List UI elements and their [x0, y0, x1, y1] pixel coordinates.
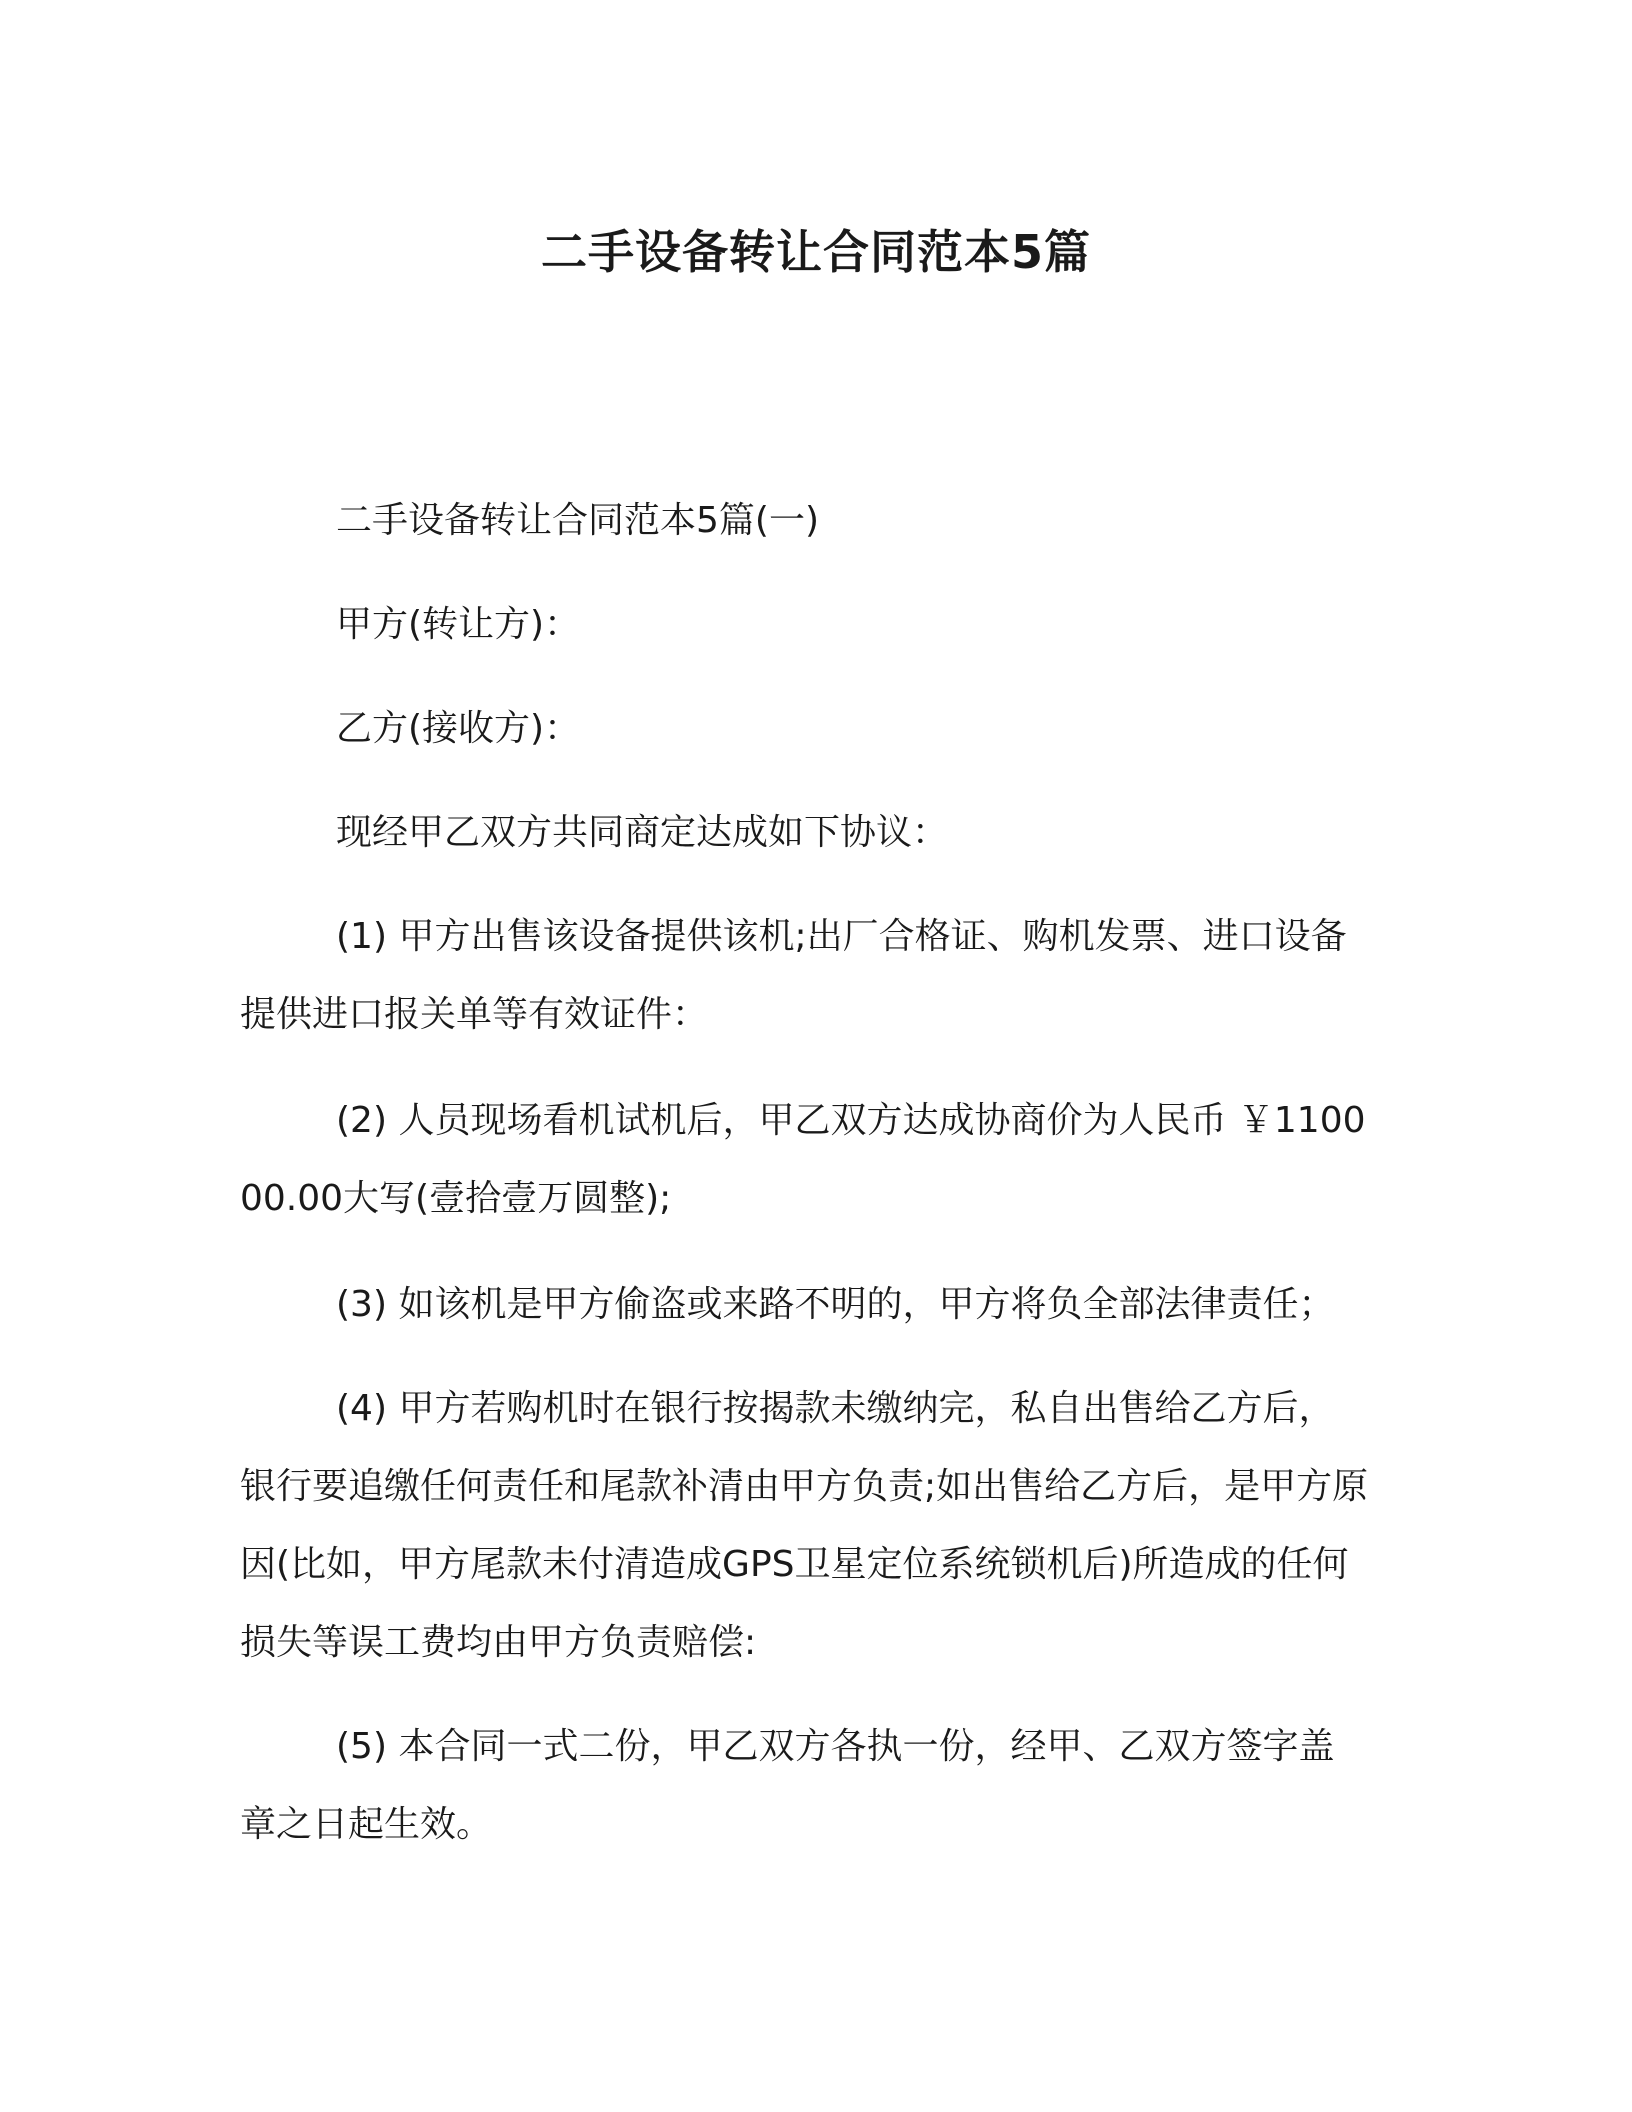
clause-4: [240, 1370, 1370, 1682]
agreement-intro-text: 现经甲乙双方共同商定达成如下协议：: [336, 812, 949, 853]
clause-1: [240, 898, 1370, 1054]
agreement-intro: [240, 794, 1370, 872]
clause-5: [240, 1708, 1370, 1864]
party-b-text: 乙方(接收方)：: [336, 708, 581, 749]
clause-1-text: (1) 甲方出售该设备提供该机;出厂合格证、购机发票、进口设备提供进口报关单等有效证件：: [240, 916, 1347, 1035]
clause-2-text: (2) 人员现场看机试机后，甲乙双方达成协商价为人民币 ￥110000.00大写(壹拾壹万圆整);: [240, 1100, 1366, 1219]
clause-4-text: (4) 甲方若购机时在银行按揭款未缴纳完，私自出售给乙方后，银行要追缴任何责任和尾款补清由甲方负责;如出售给乙方后，是甲方原因(比如，甲方尾款未付清造成GPS卫星定位系统锁机后)所造成的任何损失等误工费均由甲方负责赔偿:: [240, 1388, 1369, 1663]
document-title: 二手设备转让合同范本5篇: [540, 225, 1091, 279]
clause-2: [240, 1082, 1370, 1238]
section-heading-text: 二手设备转让合同范本5篇(一): [336, 500, 819, 541]
party-a-line: [240, 586, 1370, 664]
party-b-line: [240, 690, 1370, 768]
party-a-text: 甲方(转让方)：: [336, 604, 581, 645]
clause-5-text: (5) 本合同一式二份，甲乙双方各执一份，经甲、乙双方签字盖章之日起生效。: [240, 1726, 1335, 1845]
section-heading: [240, 482, 1370, 560]
clause-3-text: (3) 如该机是甲方偷盗或来路不明的，甲方将负全部法律责任；: [336, 1284, 1335, 1325]
clause-3: [240, 1266, 1370, 1344]
